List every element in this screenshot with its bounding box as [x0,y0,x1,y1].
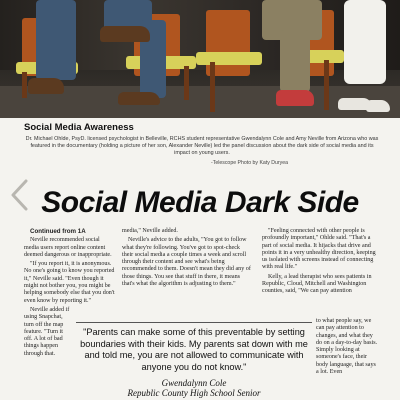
pull-quote-rule [76,322,312,323]
caption-title: Social Media Awareness [24,122,134,133]
photo-shoe [100,26,150,42]
photo-chair-seat [196,52,262,65]
pull-quote-attribution-org: Republic County High School Senior [127,388,261,399]
pull-quote-text: "Parents can make some of this preventable by setting boundaries with their kids. My parents sat down with me and told me, you are not allowed to communicate with anyone you do not know." [80,327,308,372]
article-paragraph: Neville added if using Snapchat, turn off the map feature. "Turn it off. A lot of bad things happen through that. [24,306,70,357]
photo-credit: -Telescope Photo by Katy Duryea [211,160,288,166]
article-column-2 [122,228,252,290]
article-paragraph: Neville recommended social media users report online content deemed dangerous or inappropriate. [24,237,112,258]
chevron-left-icon [8,178,30,212]
article-column-1-wrap [24,307,70,358]
photo-chair-leg [324,60,329,110]
photo-person-legs [344,0,386,84]
photo-sneaker [276,90,314,106]
photo-person-legs [36,0,76,80]
photo-chair-leg [210,62,215,112]
article-photo [0,0,400,118]
photo-shoe [118,92,160,105]
article-paragraph: Neville's advice to the adults, "You got to follow what they're following. You've got to spot-check their social media a couple times a week and scroll through their content and see what's being recommended to them. Doesn't mean they did any of those things. You see that stuff in there, it means that's what the algorithm is adjusting to them." [122,237,251,288]
pull-quote [76,322,312,398]
article-paragraph: media," Neville added. [122,228,178,234]
photo-chair-leg [184,66,189,100]
photo-sneaker [366,100,390,112]
article-paragraph: "If you report it, it is anonymous. No one's going to know you reported it," Neville said. "Even though it might not bother you, you might be helping somebody else that you don't even know by reporting it." [24,261,115,304]
article-column-3-wrap [316,318,380,376]
article-paragraph: Kelly, a lead therapist who sees patients in Republic, Cloud, Mitchell and Washington counties, said, "We can pay attention [262,273,372,295]
pull-quote-attribution-name: Gwendalynn Cole [161,378,227,389]
article-column-3 [262,228,380,298]
article-paragraph: to what people say, we can pay attention to changes, and what they do on a day-to-day basis. Simply looking at someone's face, their body language, that says a lot. Even [316,318,378,376]
article-headline: Social Media Dark Side [41,186,359,219]
photo-chair-leg [22,72,27,98]
photo-person-legs [280,30,310,92]
article-paragraph: "Feeling connected with other people is profoundly important," Ohlde said. "That's a part of social media. It hijacks that drive and points it in a very unhealthy direction, keeping us isolated with screens instead of connecting with real life." [262,228,376,271]
photo-shoe [28,78,64,94]
continued-from-label: Continued from 1A [30,228,86,235]
previous-page-button[interactable] [8,178,30,212]
photo-caption [24,122,380,166]
caption-body: Dr. Michael Ohlde, PsyD. licensed psychologist in Belleville, RCHS student representative Gwendalynn Cole and Amy Neville from Arizona who was featured in the documentary (holding a picture of her son, Alexander Neville) led the panel discussion about the dark side of social media and its impact on young users. [25,136,379,156]
